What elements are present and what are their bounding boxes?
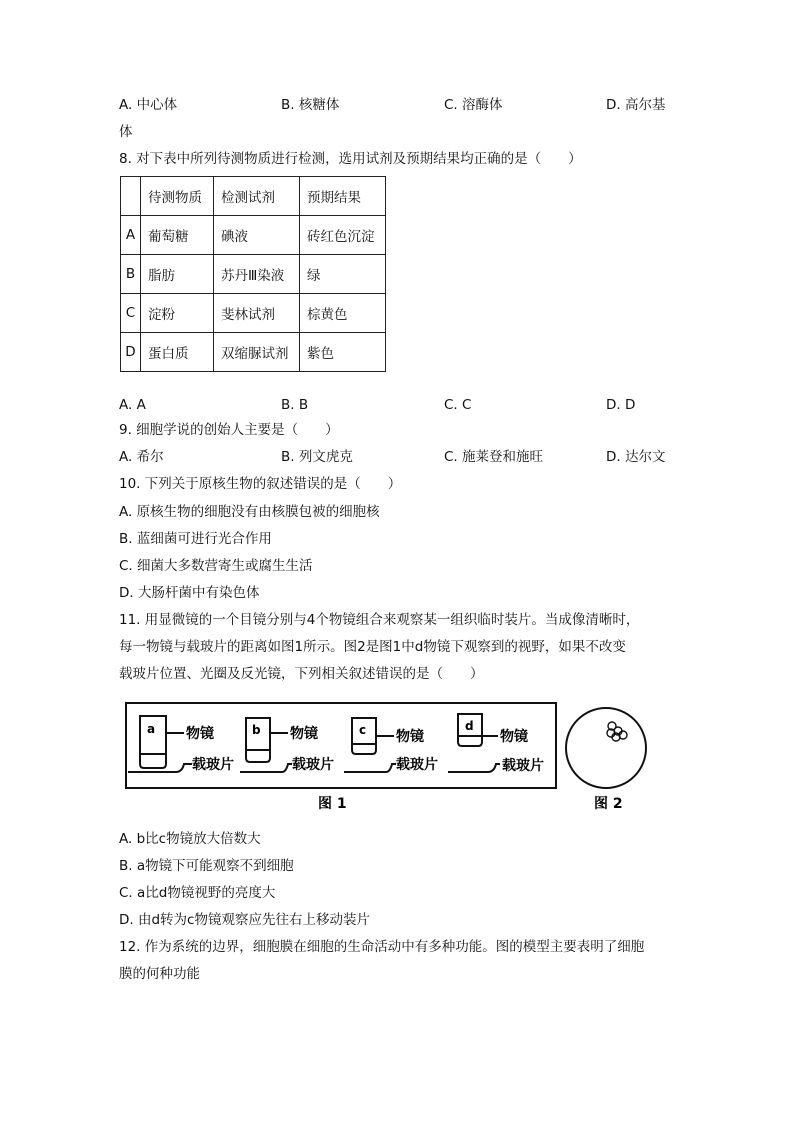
- table-row: [121, 255, 386, 294]
- table-row: [121, 333, 386, 372]
- table-row: [121, 294, 386, 333]
- q11-option-b: B. a物镜下可能观察不到细胞: [119, 858, 294, 874]
- table-cell: 蛋白质: [141, 333, 214, 372]
- q7-option-d-wrap: 体: [119, 124, 133, 140]
- table-header: 检测试剂: [214, 177, 300, 216]
- q7-option-c: C. 溶酶体: [444, 97, 503, 113]
- table-cell: D: [121, 333, 141, 372]
- q9-stem: 9. 细胞学说的创始人主要是（ ）: [119, 422, 339, 438]
- figure1-frame: [126, 703, 556, 788]
- table-cell: 砖红色沉淀: [300, 216, 386, 255]
- table-cell: [121, 177, 141, 216]
- table-header: 预期结果: [300, 177, 386, 216]
- q8-stem: 8. 对下表中所列待测物质进行检测，选用试剂及预期结果均正确的是（ ）: [119, 151, 582, 167]
- table-row: [121, 216, 386, 255]
- q8-table: [120, 176, 386, 372]
- q10-stem: 10. 下列关于原核生物的叙述错误的是（ ）: [119, 476, 402, 492]
- table-header: 待测物质: [141, 177, 214, 216]
- q8-option-d: D. D: [606, 397, 636, 413]
- q12-stem-line-1: 12. 作为系统的边界，细胞膜在细胞的生命活动中有多种功能。图的模型主要表明了细胞: [119, 939, 645, 955]
- objective-lens-d: [448, 714, 544, 774]
- q11-option-a: A. b比c物镜放大倍数大: [119, 831, 261, 847]
- table-cell: 碘液: [214, 216, 300, 255]
- table-cell: 淀粉: [141, 294, 214, 333]
- q11-option-d: D. 由d转为c物镜观察应先往右上移动装片: [119, 912, 370, 928]
- slide-label: 载玻片: [502, 758, 544, 774]
- slide-label: 载玻片: [292, 757, 334, 773]
- table-cell: 紫色: [300, 333, 386, 372]
- q8-option-c: C. C: [444, 397, 472, 413]
- q11-stem-line-3: 载玻片位置、光圈及反光镜，下列相关叙述错误的是（ ）: [119, 666, 484, 682]
- table-cell: 绿: [300, 255, 386, 294]
- objective-lens-a: [128, 716, 234, 773]
- q11-stem-line-2: 每一物镜与载玻片的距离如图1所示。图2是图1中d物镜下观察到的视野，如果不改变: [119, 639, 626, 655]
- table-cell: 棕黄色: [300, 294, 386, 333]
- objective-label: 物镜: [396, 729, 424, 745]
- q10-option-c: C. 细菌大多数营寄生或腐生生活: [119, 558, 313, 574]
- q8-option-b: B. B: [281, 397, 309, 413]
- q10-option-b: B. 蓝细菌可进行光合作用: [119, 531, 272, 547]
- objective-lens-c: [344, 718, 438, 773]
- table-cell: 斐林试剂: [214, 294, 300, 333]
- slide-label: 载玻片: [396, 757, 438, 773]
- lens-letter: b: [252, 723, 261, 737]
- q8-option-a: A. A: [119, 397, 146, 413]
- lens-letter: d: [465, 719, 474, 733]
- objective-label: 物镜: [500, 729, 528, 745]
- figure1-caption: 图 1: [318, 796, 347, 812]
- figure2-caption: 图 2: [594, 796, 623, 812]
- table-cell: 葡萄糖: [141, 216, 214, 255]
- q11-option-c: C. a比d物镜视野的亮度大: [119, 885, 276, 901]
- q11-figure: [118, 700, 678, 815]
- table-cell: A: [121, 216, 141, 255]
- q7-option-d: D. 高尔基: [606, 97, 666, 113]
- lens-letter: c: [359, 723, 367, 737]
- q10-option-a: A. 原核生物的细胞没有由核膜包被的细胞核: [119, 504, 380, 520]
- slide-label: 载玻片: [192, 757, 234, 773]
- objective-label: 物镜: [290, 726, 318, 742]
- q9-option-a: A. 希尔: [119, 449, 164, 465]
- table-cell: B: [121, 255, 141, 294]
- figure2-field-of-view: [566, 708, 646, 788]
- objective-label: 物镜: [186, 726, 214, 742]
- q9-option-d: D. 达尔文: [606, 449, 666, 465]
- objective-lens-b: [240, 718, 334, 773]
- q10-option-d: D. 大肠杆菌中有染色体: [119, 585, 260, 601]
- table-cell: C: [121, 294, 141, 333]
- q7-option-b: B. 核糖体: [281, 97, 340, 113]
- q12-stem-line-2: 膜的何种功能: [119, 966, 200, 982]
- table-cell: 脂肪: [141, 255, 214, 294]
- table-cell: 双缩脲试剂: [214, 333, 300, 372]
- q11-stem-line-1: 11. 用显微镜的一个目镜分别与4个物镜组合来观察某一组织临时装片。当成像清晰时，: [119, 612, 640, 628]
- q7-option-a: A. 中心体: [119, 97, 178, 113]
- table-cell: 苏丹Ⅲ染液: [214, 255, 300, 294]
- q9-option-c: C. 施莱登和施旺: [444, 449, 544, 465]
- lens-letter: a: [147, 722, 156, 736]
- q9-option-b: B. 列文虎克: [281, 449, 353, 465]
- table-header-row: [121, 177, 386, 216]
